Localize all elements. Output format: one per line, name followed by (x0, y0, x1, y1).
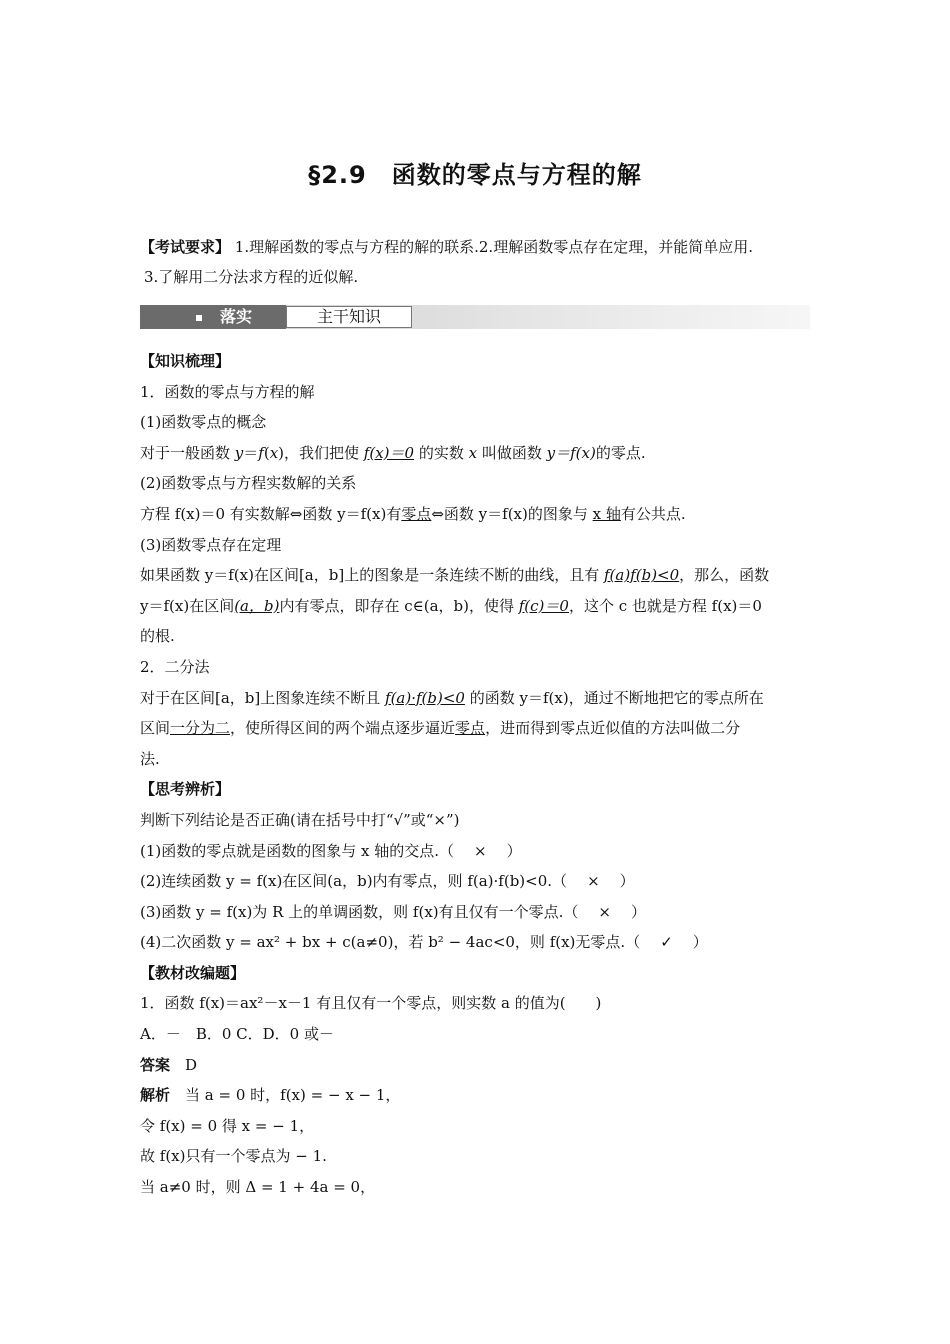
theorem-line-1 (140, 560, 812, 591)
bisection-line-2 (140, 713, 812, 744)
text: )，我们把使 (278, 443, 364, 462)
item-text: (2)连续函数 y = f(x)在区间(a，b)内有零点，则 f(a)·f(b)<0. (140, 872, 553, 891)
theorem-line-2 (140, 591, 812, 622)
analysis-line-4: 当 a≠0 时，则 Δ = 1 + 4a = 0， (140, 1178, 376, 1197)
thinking-heading: 【思考辨析】 (140, 780, 231, 799)
text: ⇔函数 y＝f(x)的图象与 (431, 504, 593, 523)
judgement-item-1: (1)函数的零点就是函数的图象与 x 轴的交点.（ × ） (140, 841, 522, 860)
text: ＝ (243, 443, 259, 462)
analysis-text: 当 a = 0 时，f(x) = − x − 1， (185, 1086, 401, 1105)
section-1-title: 1．函数的零点与方程的解 (140, 382, 315, 401)
text: ，使所得区间的两个端点逐步逼近 (230, 719, 456, 738)
answer-value: D (185, 1055, 198, 1074)
var: f (258, 443, 264, 462)
text: ( (263, 443, 270, 462)
answer-mark: × (587, 872, 600, 891)
text: 区间 (140, 719, 171, 738)
text: 叫做函数 (477, 443, 547, 462)
answer-line (140, 1050, 812, 1081)
thinking-intro: 判断下列结论是否正确(请在括号中打“√”或“×”) (140, 810, 460, 829)
square-bullet-icon (196, 315, 202, 321)
text: 对于一般函数 (140, 443, 235, 462)
item-text: (1)函数的零点就是函数的图象与 x 轴的交点. (140, 841, 440, 860)
text: 的零点. (595, 443, 646, 462)
question-1: 1．函数 f(x)＝ax²－x－1 有且仅有一个零点，则实数 a 的值为( ) (140, 994, 602, 1013)
item-text: (4)二次函数 y = ax² + bx + c(a≠0)，若 b² − 4ac<0，则 f(x)无零点. (140, 933, 626, 952)
knowledge-heading: 【知识梳理】 (140, 352, 231, 370)
fill-blank: f(a)·f(b)<0 (385, 688, 465, 707)
var: x (269, 443, 279, 462)
fill-blank: (a，b) (234, 596, 280, 615)
section-2-title: 2．二分法 (140, 657, 210, 676)
text: y＝f(x)在区间 (140, 596, 235, 615)
fill-blank: 零点 (455, 719, 486, 738)
section-1-3-title: (3)函数零点存在定理 (140, 535, 282, 554)
exam-requirements (140, 232, 812, 292)
text: ，进而得到零点近似值的方法叫做二分 (485, 719, 741, 738)
fill-blank: 一分为二 (170, 719, 231, 738)
text: 的函数 y＝f(x)，通过不断地把它的零点所在 (464, 688, 764, 707)
fill-blank: f(c)＝0 (518, 596, 569, 615)
requirements-line-2: 3.了解用二分法求方程的近似解. (144, 268, 359, 286)
judgement-item-2: (2)连续函数 y = f(x)在区间(a，b)内有零点，则 f(a)·f(b)<0.（ × ） (140, 872, 635, 891)
textbook-heading: 【教材改编题】 (140, 963, 246, 982)
bisection-line-3: 法. (140, 749, 160, 768)
var: x (468, 443, 478, 462)
analysis-line-1 (140, 1080, 812, 1111)
text: 内有零点，即存在 c∈(a，b)，使得 (279, 596, 519, 615)
answer-mark: × (598, 902, 611, 921)
text: ，这个 c 也就是方程 f(x)＝0 (568, 596, 762, 615)
question-1-options: A．－ B．0 C．D．0 或－ (140, 1025, 334, 1044)
section-1-1-title: (1)函数零点的概念 (140, 413, 267, 432)
analysis-line-3: 故 f(x)只有一个零点为 − 1. (140, 1147, 327, 1166)
formula: y＝f(x) (546, 443, 596, 462)
answer-mark: × (474, 841, 487, 860)
item-text: (3)函数 y = f(x)为 R 上的单调函数，则 f(x)有且仅有一个零点. (140, 902, 564, 921)
answer-mark: ✓ (660, 933, 673, 952)
analysis-line-2: 令 f(x) = 0 得 x = − 1， (140, 1116, 315, 1135)
text: 有公共点. (620, 504, 686, 523)
requirements-tag: 【考试要求】 (140, 238, 231, 256)
section-1-2-title: (2)函数零点与方程实数解的关系 (140, 474, 357, 493)
text: 对于在区间[a，b]上图象连续不断且 (140, 688, 386, 707)
section-banner (140, 305, 810, 329)
var: y (234, 443, 244, 462)
banner-right-label: 主干知识 (286, 306, 412, 328)
analysis-label: 解析 (140, 1086, 171, 1105)
text: 的实数 (414, 443, 469, 462)
requirements-line-1: 1.理解函数的零点与方程的解的联系.2.理解函数零点存在定理，并能简单应用. (234, 238, 753, 256)
text: 方程 f(x)＝0 有实数解⇔函数 y＝f(x)有 (140, 504, 402, 523)
fill-blank: f(a)f(b)<0 (603, 566, 680, 585)
theorem-line-3: 的根. (140, 627, 175, 646)
main-content (140, 346, 812, 1203)
fill-blank: x 轴 (592, 504, 621, 523)
fill-blank: f(x)＝0 (363, 443, 415, 462)
bisection-line-1 (140, 683, 812, 714)
banner-dark-segment (140, 305, 286, 329)
judgement-item-3: (3)函数 y = f(x)为 R 上的单调函数，则 f(x)有且仅有一个零点.（ × ） (140, 902, 647, 921)
zero-definition-line (140, 438, 812, 469)
judgement-item-4: (4)二次函数 y = ax² + bx + c(a≠0)，若 b² − 4ac<0，则 f(x)无零点.（ ✓ ） (140, 933, 708, 952)
fill-blank: 零点 (401, 504, 432, 523)
banner-left-label: 落实 (220, 307, 253, 326)
answer-label: 答案 (140, 1055, 171, 1074)
text: 如果函数 y＝f(x)在区间[a，b]上的图象是一条连续不断的曲线，且有 (140, 566, 604, 585)
text: ，那么，函数 (679, 566, 770, 585)
equivalence-line (140, 499, 812, 530)
page-title: §2.9 函数的零点与方程的解 (308, 161, 642, 189)
